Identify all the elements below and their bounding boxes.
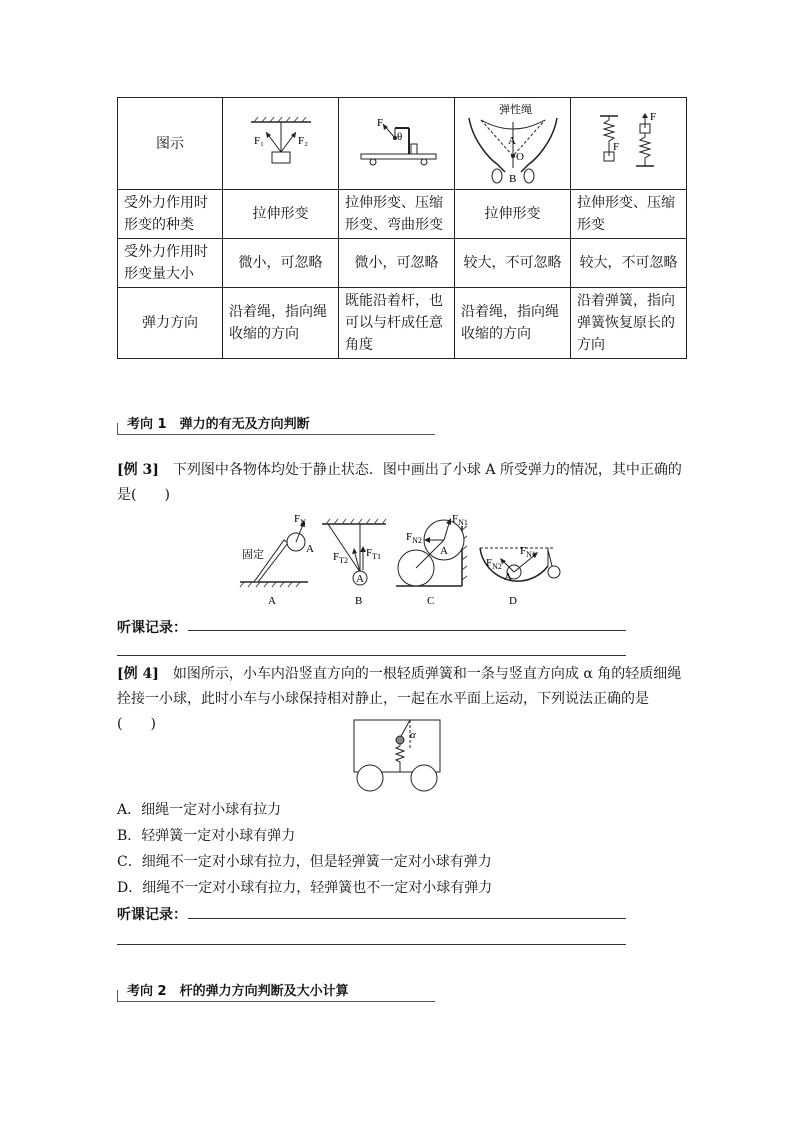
row-label: 受外力作用时形变的种类 (118, 190, 223, 239)
example-4-figure (350, 716, 446, 792)
label-o: O (515, 150, 524, 163)
rod-figure (349, 114, 445, 174)
label-f2: F₂ (297, 134, 308, 147)
comparison-table (117, 97, 687, 359)
notes-label: 听课记录： (117, 620, 187, 636)
slingshot-figure (463, 102, 563, 186)
label-a: A (440, 545, 448, 557)
table-cell: 既能沿着杆，也可以与杆成任意角度 (339, 288, 455, 359)
section-title: 考向 2 杆的弹力方向判断及大小计算 (127, 984, 349, 999)
example-3-question (117, 458, 683, 508)
option-c: C．细绳不一定对小球有拉力，但是轻弹簧一定对小球有弹力 (117, 854, 492, 870)
table-row (118, 239, 687, 288)
caption-d: D (509, 595, 517, 607)
example-tag: [例 4] (117, 666, 159, 682)
label-fn: $F_N$ (294, 513, 306, 527)
label-a: A (507, 134, 516, 147)
label-ft2: $F_{T2}$ (333, 551, 349, 565)
label-ft1: $F_{T1}$ (366, 547, 382, 561)
figure-elastic-rope-cell (455, 98, 571, 190)
figure-rope-cell (223, 98, 339, 190)
label-fixed: 固定 (242, 548, 264, 561)
label-elastic-rope: 弹性绳 (498, 102, 532, 116)
table-cell: 较大，不可忽略 (455, 239, 571, 288)
row-label: 弹力方向 (118, 288, 223, 359)
label-fn1: $F_{N1}$ (520, 545, 536, 559)
example-text: 如图所示，小车内沿竖直方向的一根轻质弹簧和一条与竖直方向成 α 角的轻质细绳拴接一小球，此时小车与小球保持相对静止，一起在水平面上运动，下列说法正确的是( ) (117, 666, 682, 732)
notes-line[interactable] (188, 630, 626, 631)
option-a: A．细绳一定对小球有拉力 (117, 802, 282, 818)
section-rule (117, 434, 435, 435)
section-title: 考向 1 弹力的有无及方向判断 (127, 417, 310, 432)
spring-figure (584, 110, 674, 178)
label-spring-f1: F (612, 140, 619, 153)
section-header-2 (117, 978, 435, 1002)
table-row (118, 288, 687, 359)
caption-a: A (268, 595, 276, 607)
table-cell: 沿着绳，指向绳收缩的方向 (455, 288, 571, 359)
label-fn2: $F_{N2}$ (486, 557, 502, 571)
caption-b: B (355, 595, 363, 607)
notes-line[interactable] (117, 655, 626, 656)
label-f: F (376, 116, 383, 129)
caption-c: C (427, 595, 435, 607)
figure-d (480, 545, 560, 607)
table-cell: 拉伸形变 (455, 190, 571, 239)
label-fn1: $F_{N1}$ (452, 513, 468, 527)
table-cell: 拉伸形变、压缩形变 (571, 190, 687, 239)
example-3-figures (236, 510, 568, 610)
section-header-1 (117, 411, 435, 435)
notes-label: 听课记录： (117, 907, 187, 923)
table-cell: 较大，不可忽略 (571, 239, 687, 288)
example-text: 下列图中各物体均处于静止状态．图中画出了小球 A 所受弹力的情况，其中正确的是( ) (117, 462, 682, 503)
row-label: 受外力作用时形变量大小 (118, 239, 223, 288)
table-cell: 拉伸形变、压缩形变、弯曲形变 (339, 190, 455, 239)
table-cell: 微小，可忽略 (223, 239, 339, 288)
table-row (118, 190, 687, 239)
rope-figure (236, 114, 326, 174)
table-cell: 沿着绳，指向绳收缩的方向 (223, 288, 339, 359)
table-cell: 微小，可忽略 (339, 239, 455, 288)
figure-rod-cell (339, 98, 455, 190)
figure-spring-cell (571, 98, 687, 190)
figure-a (240, 513, 314, 607)
section-rule (117, 1001, 435, 1002)
label-a: A (306, 543, 314, 555)
table-header-cell: 图示 (118, 98, 223, 190)
notes-line[interactable] (188, 918, 626, 919)
figure-b (322, 519, 386, 607)
label-theta: θ (396, 130, 402, 143)
label-f1: F₁ (253, 134, 264, 147)
label-spring-f2: F (649, 110, 656, 123)
table-cell: 拉伸形变 (223, 190, 339, 239)
example-tag: [例 3] (117, 462, 159, 478)
label-b: B (508, 172, 516, 185)
option-b: B．轻弹簧一定对小球有弹力 (117, 828, 296, 844)
table-cell: 沿着弹簧，指向弹簧恢复原长的方向 (571, 288, 687, 359)
table-row (118, 98, 687, 190)
notes-line[interactable] (117, 944, 626, 945)
figure-c (396, 513, 468, 607)
label-a: A (504, 571, 512, 583)
label-a: A (356, 573, 364, 585)
label-alpha: α (410, 729, 416, 741)
label-fn2: $F_{N2}$ (406, 531, 422, 545)
option-d: D．细绳不一定对小球有拉力，轻弹簧也不一定对小球有弹力 (117, 880, 493, 896)
